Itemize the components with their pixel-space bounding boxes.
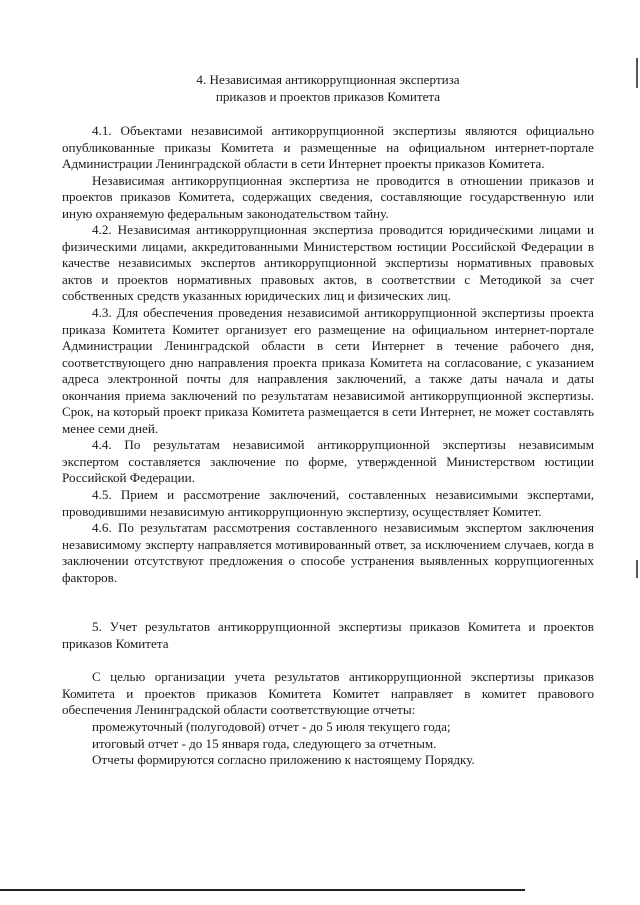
document-body bbox=[62, 72, 594, 769]
paragraph-4-2: 4.2. Независимая антикоррупционная экспертиза проводится юридическими лицами и физическими лицами, аккредитованными Министерством юстиции Российской Федерации в качестве независимых экспертов антикоррупционной экспертизы нормативных правовых актов и проектов нормативных правовых актов, в соответствии с Методикой за счет собственных средств указанных юридических лиц и физических лиц. bbox=[62, 222, 594, 304]
report-item-interim: промежуточный (полугодовой) отчет - до 5 июля текущего года; bbox=[92, 718, 451, 734]
paragraph-4-5: 4.5. Прием и рассмотрение заключений, составленных независимыми экспертами, проводившими независимую антикоррупционную экспертизу, осуществляет Комитет. bbox=[62, 487, 594, 519]
scan-edge-mark bbox=[636, 58, 638, 88]
paragraph-4-6: 4.6. По результатам рассмотрения составленного независимым экспертом заключения независимому эксперту направляется мотивированный ответ, за исключением случаев, когда в заключении отсутствуют предложения о способе устранения выявленных коррупциогенных факторов. bbox=[62, 520, 594, 585]
section-spacer bbox=[62, 652, 594, 669]
paragraph-4-4: 4.4. По результатам независимой антикоррупционной экспертизы независимым экспертом составляется заключение по форме, утвержденной Министерством юстиции Российской Федерации. bbox=[62, 437, 594, 486]
section-5-title: 5. Учет результатов антикоррупционной экспертизы приказов Комитета и проектов приказов Комитета bbox=[62, 619, 594, 651]
paragraph-4-1: 4.1. Объектами независимой антикоррупционной экспертизы являются официально опубликованные приказы Комитета и размещенные на официальном интернет-портале Администрации Ленинградской области в сети Интернет проекты приказов Комитета. bbox=[62, 123, 594, 172]
paragraph-4-3: 4.3. Для обеспечения проведения независимой антикоррупционной экспертизы проекта приказа Комитета Комитет организует его размещение на официальном интернет-портале Администрации Ленинградской области в сети Интернет в течение рабочего дня, соответствующего дню направления проекта приказа Комитета на согласование, с указанием адреса электронной почты для направления заключений, а также даты начала и даты окончания приема заключений по результатам независимой антикоррупционной экспертизы. Срок, на который проект приказа Комитета размещается в сети Интернет, не может составлять менее семи дней. bbox=[62, 305, 594, 436]
section-4-title bbox=[62, 72, 594, 105]
paragraph-5-intro: С целью организации учета результатов антикоррупционной экспертизы приказов Комитета и проектов приказов Комитета Комитет направляет в комитет правового обеспечения Ленинградской области соответствующие отчеты: bbox=[62, 669, 594, 718]
section-4-title-line-2: приказов и проектов приказов Комитета bbox=[215, 88, 441, 104]
paragraph-4-1-exception: Независимая антикоррупционная экспертиза не проводится в отношении приказов и проектов приказов Комитета, содержащих сведения, составляющие государственную или иную охраняемую федеральным законодательством тайну. bbox=[62, 172, 594, 221]
section-4-title-line-1: 4. Независимая антикоррупционная экспертиза bbox=[196, 72, 460, 87]
scan-edge-mark bbox=[636, 560, 638, 578]
report-item-final: итоговый отчет - до 15 января года, следующего за отчетным. bbox=[92, 735, 437, 751]
scan-bottom-edge bbox=[0, 889, 525, 891]
paragraph-5-closing: Отчеты формируются согласно приложению к настоящему Порядку. bbox=[92, 752, 475, 768]
section-spacer bbox=[62, 586, 594, 619]
